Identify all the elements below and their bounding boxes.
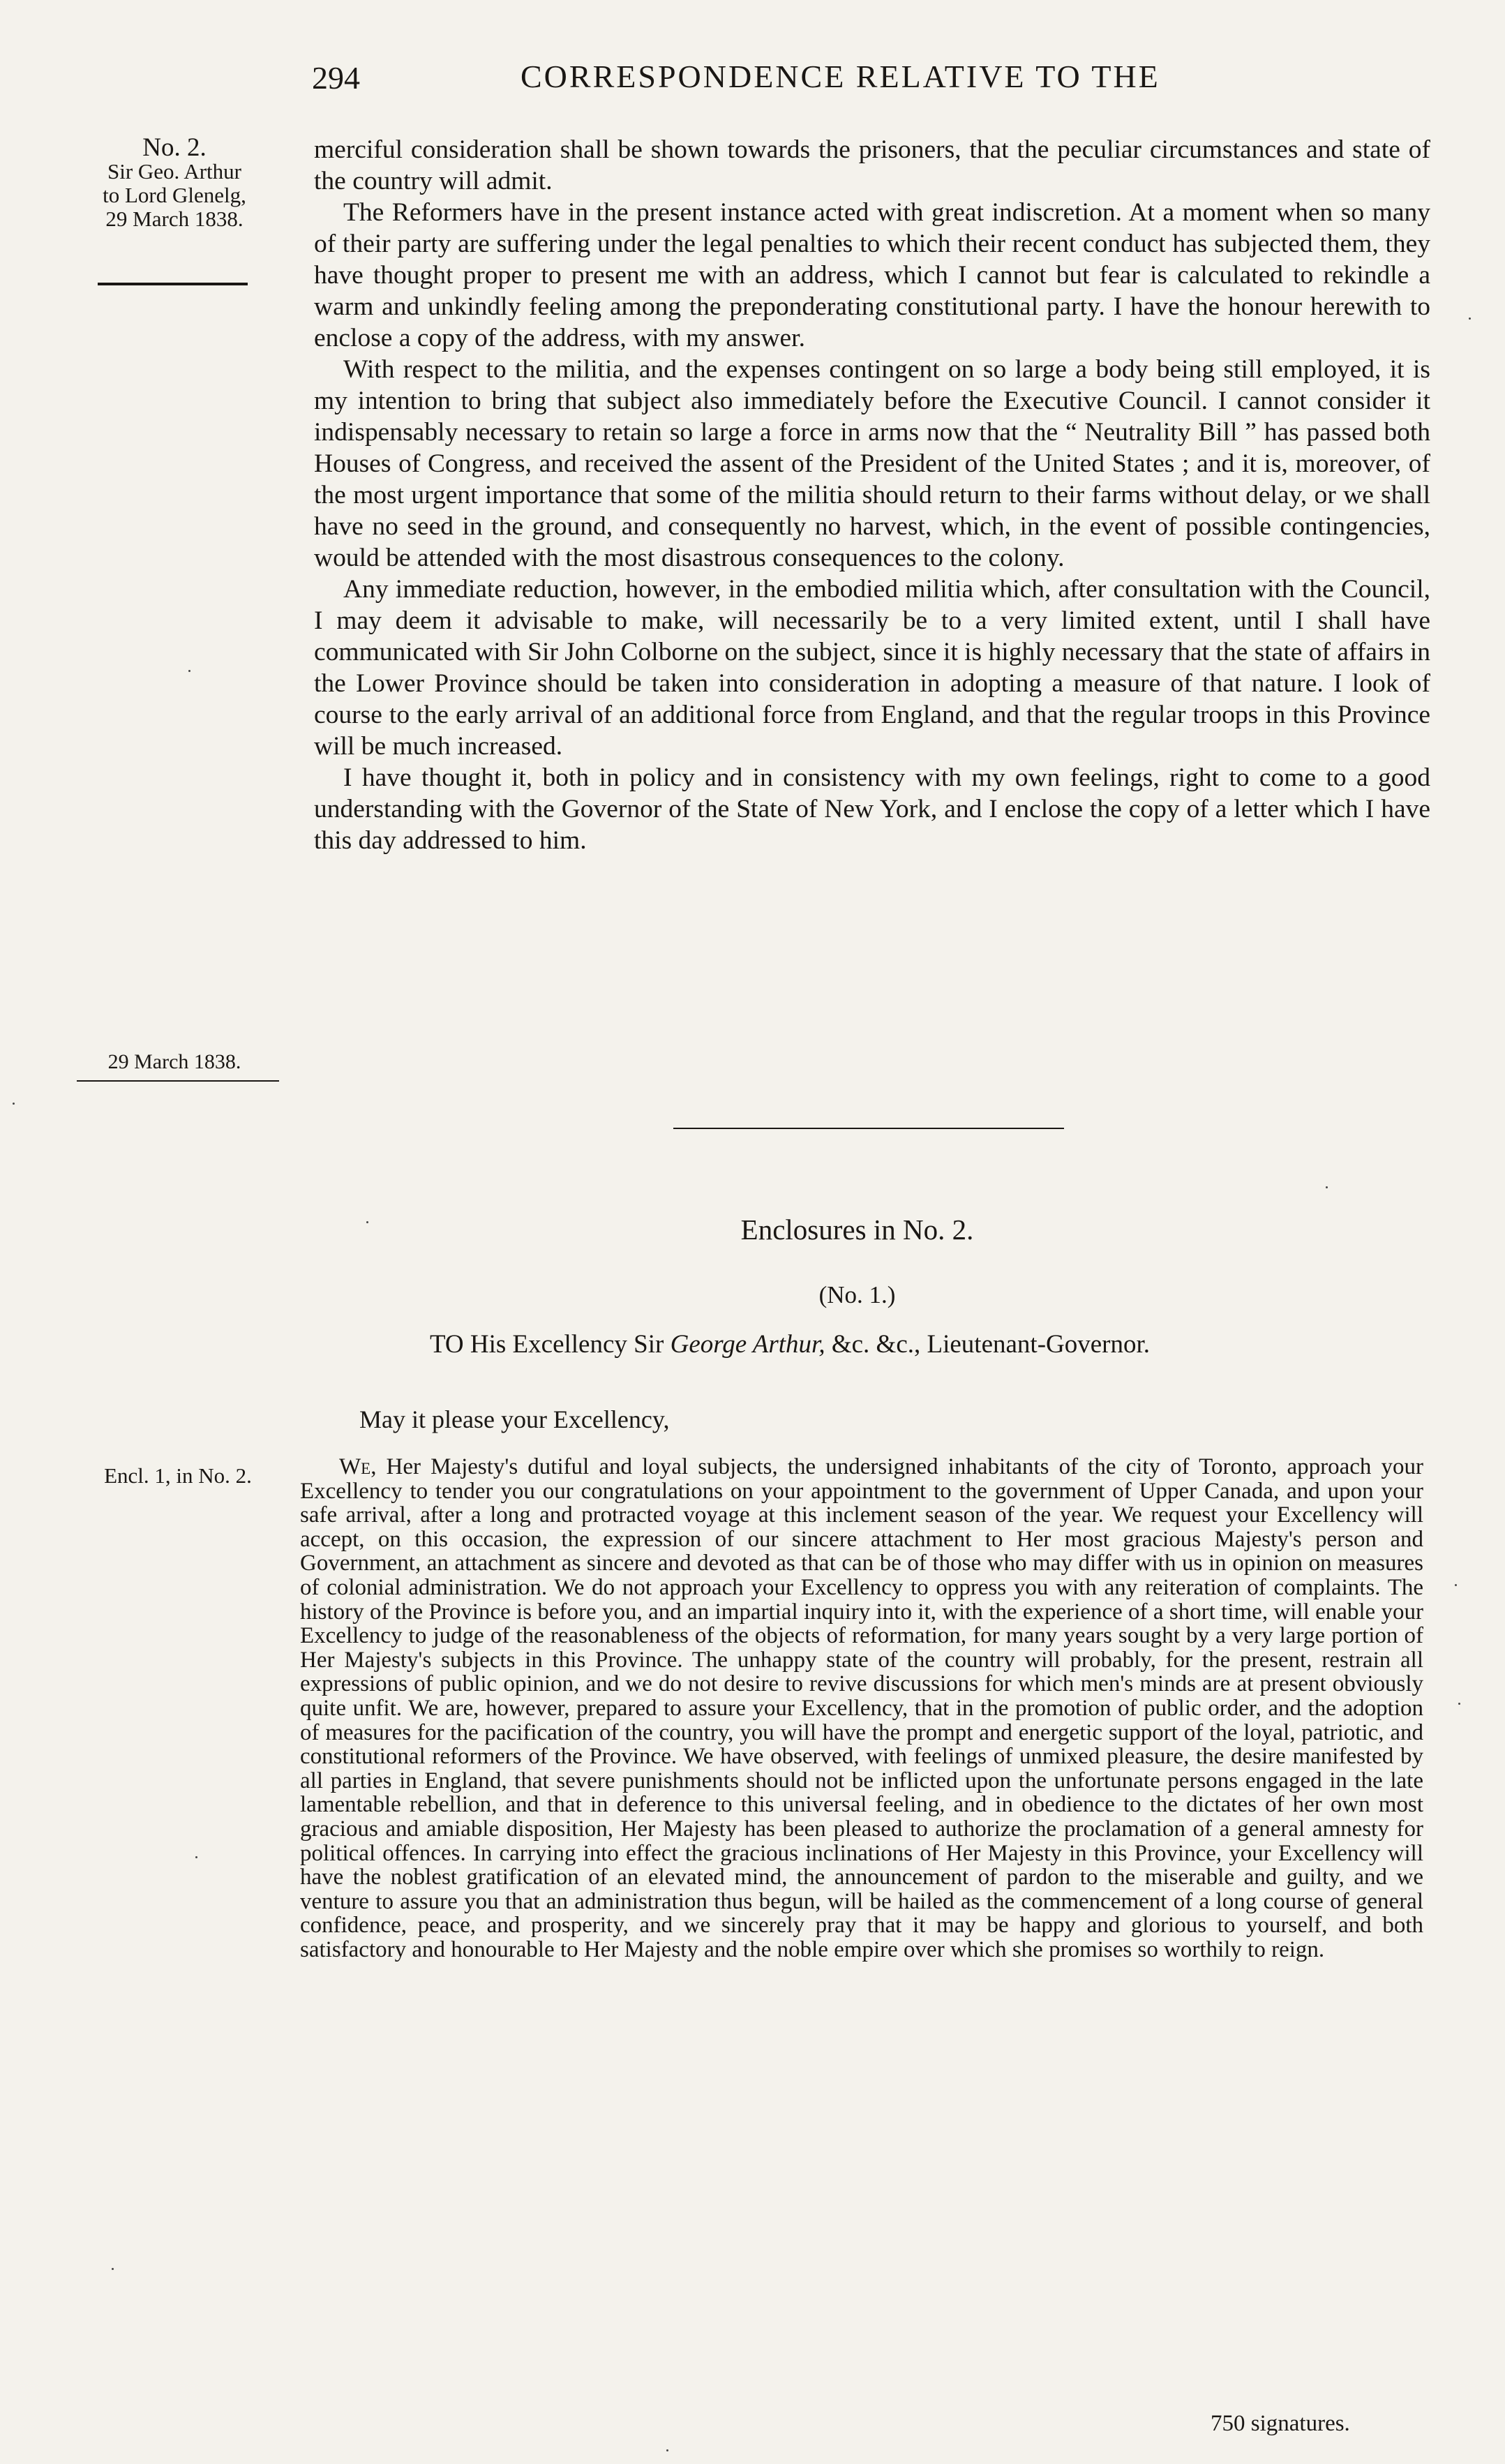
body-paragraph-3: With respect to the militia, and the expenses contingent on so large a body being still employed, it is my intention to bring that subject also immediately before the Executive Council. I cannot consider it indispensably necessary to retain so large a force in arms now that the “ Neutrality Bill ” has passed both Houses of Congress, and received the assent of the President of the United States ; and it is, moreover, of the most urgent importance that some of the militia should return to their farms without delay, or we shall have no seed in the ground, and consequently no harvest, which, in the event of possible contingencies, would be attended with the most disastrous consequences to the colony. [314,355,1430,572]
scan-speck [112,2268,114,2270]
section-divider [673,1128,1064,1129]
body-paragraph-5: I have thought it, both in policy and in consistency with my own feelings, right to come to a good understanding with the Governor of the State of New York, and I enclose the copy of a letter which I have this day addressed to him. [314,763,1430,855]
margin-note-date-rule [77,1080,279,1082]
addressee-suffix: &c. &c., Lieutenant-Governor. [825,1330,1151,1359]
enclosure-number: (No. 1.) [818,1281,896,1308]
margin-note-rule [98,283,248,285]
margin-note-dispatch [56,133,293,231]
address-opening-word: We, [339,1454,377,1479]
margin-note-recipient: to Lord Glenelg, [103,183,246,207]
scan-speck [1326,1186,1328,1188]
addressee-name: George Arthur, [670,1330,825,1359]
scan-speck [195,1856,197,1858]
page-number: 294 [312,60,360,96]
margin-note-sender: Sir Geo. Arthur [107,159,241,184]
addressee-line [430,1329,1150,1359]
margin-note-number: No. 2. [142,133,207,162]
scan-speck [1458,1703,1460,1705]
enclosures-heading: Enclosures in No. 2. [740,1214,974,1246]
addressee-prefix: TO His Excellency Sir [430,1330,671,1359]
scan-speck [1455,1584,1457,1586]
scan-speck [1469,318,1471,320]
dispatch-body [314,134,1430,856]
scan-speck [666,2449,668,2451]
margin-note-enclosure: Encl. 1, in No. 2. [104,1463,252,1488]
scan-speck [188,670,190,672]
signature-count: 750 signatures. [1211,2411,1350,2436]
margin-note-letter-date: 29 March 1838. [107,1050,241,1073]
salutation: May it please your Excellency, [359,1405,670,1433]
address-text: Her Majesty's dutiful and loyal subjects, the undersigned inhabitants of the city of Toronto, approach your Excellency to tender you our congratulations on your appointment to the government of Upper Canada, and upon your safe arrival, after a long and protracted voyage at this inclement season of the year. We request your Excellency will accept, on this occasion, the expression of our sincere attachment to Her most gracious Majesty's person and Government, an attachment as sincere and devoted as that can be of those who may differ with us in opinion on measures of colonial administration. We do not approach your Excellency to oppress you with any reiteration of complaints. The history of the Province is before you, and an impartial inquiry into it, with the experience of a short time, will enable your Excellency to judge of the reasonableness of the objects of reformation, for many years sought by a very large portion of Her Majesty's subjects in this Province. The unhappy state of the country will probably, for the present, restrain all expressions of public opinion, and we do not desire to revive discussions for which men's minds are at present obviously quite unfit. We are, however, prepared to assure your Excellency, that in the promotion of public order, and the adoption of measures for the pacification of the country, you will have the prompt and energetic support of the loyal, patriotic, and constitutional reformers of the Province. We have observed, with feelings of unmixed pleasure, the desire manifested by all parties in England, that severe punishments should not be inflicted upon the unfortunate persons engaged in the late lamentable rebellion, and that in deference to this universal feeling, and in obedience to the dictates of her own most gracious and amiable disposition, Her Majesty has been pleased to authorize the proclamation of a general amnesty for political offences. In carrying into effect the gracious inclinations of Her Majesty in this Province, your Excellency will have the noblest gratification of an elevated mind, the announcement of pardon to the miserable and guilty, and we venture to assure you that an administration thus begun, will be hailed as the commencement of a long course of general confidence, peace, and prosperity, and we sincerely pray that it may be happy and glorious to yourself, and both satisfactory and honourable to Her Majesty and the noble empire over which she promises so worthily to reign. [300,1454,1423,1962]
address-body [300,1455,1423,1962]
running-header: CORRESPONDENCE RELATIVE TO THE [521,59,1160,94]
margin-note-date: 29 March 1838. [105,207,244,231]
body-paragraph-4: Any immediate reduction, however, in the embodied militia which, after consultation with the Council, I may deem it advisable to make, will necessarily be to a very limited extent, until I shall have communicated with Sir John Colborne on the subject, since it is highly necessary that the state of affairs in the Lower Province should be taken into consideration in adopting a measure of that nature. I look of course to the early arrival of an additional force from England, and that the regular troops in this Province will be much increased. [314,575,1430,761]
body-paragraph-1: merciful consideration shall be shown towards the prisoners, that the peculiar circumstances and state of the country will admit. [314,135,1430,195]
scan-speck [13,1103,15,1105]
body-paragraph-2: The Reformers have in the present instance acted with great indiscretion. At a moment when so many of their party are suffering under the legal penalties to which their recent conduct has subjected them, they have thought proper to present me with an address, which I cannot but fear is calculated to rekindle a warm and unkindly feeling among the preponderating constitutional party. I have the honour herewith to enclose a copy of the address, with my answer. [314,198,1430,352]
scan-speck [366,1221,368,1223]
